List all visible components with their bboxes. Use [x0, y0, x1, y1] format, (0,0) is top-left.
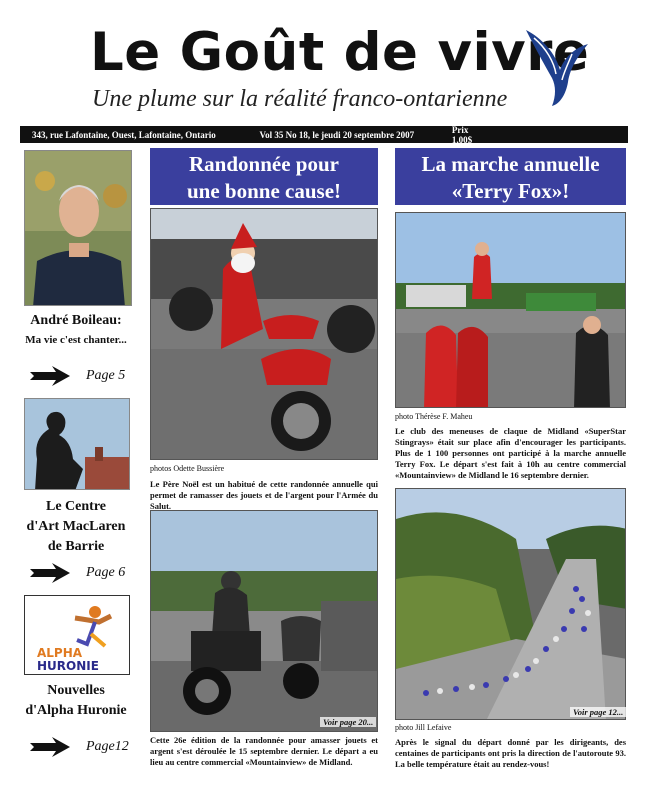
andre-boileau-photo	[24, 150, 132, 306]
arrow-right-icon	[28, 562, 72, 584]
right-headline-line2: «Terry Fox»!	[451, 179, 570, 203]
thinker-statue-photo	[24, 398, 130, 490]
sidebar-item3-page: Page12	[86, 739, 129, 754]
sidebar-item3-page-link[interactable]	[22, 734, 130, 760]
motorcyclists-photo	[150, 510, 378, 732]
right-photo2-text: Après le signal du départ donné par les dirigeants, des centaines de participants ont pris la direction de l'autoroute 93. La belle température était au rendez-vous!	[395, 737, 626, 769]
terry-fox-walk-photo	[395, 488, 626, 720]
right-photo1-text: Le club des meneuses de claque de Midland «SuperStar Stingrays» était sur place afin d'encourager les participants. Plus de 1 100 personnes ont participé à la marche annuelle Terry Fox. Le départ s'est fait à 10h au centre commercial «Mountainview» de Midland le 16 septembre dernier.	[395, 426, 626, 480]
sidebar-item1-title: André Boileau:	[30, 313, 122, 328]
issue-text: Vol 35 No 18, le jeudi 20 septembre 2007	[259, 129, 415, 140]
sidebar-item1-page: Page 5	[86, 368, 126, 383]
left-photo1-text: Le Père Noël est un habitué de cette randonnée annuelle qui permet de ramasser des jouets et de l'argent pour l'Armée du Salut.	[150, 479, 378, 511]
sidebar-item3-line1: Nouvelles	[47, 683, 105, 698]
sidebar-item1-subtitle: Ma vie c'est chanter...	[25, 334, 127, 346]
sidebar-item1-page-link[interactable]	[22, 363, 130, 389]
sidebar-item3-line2: d'Alpha Huronie	[25, 703, 127, 718]
sidebar-item2-line1: Le Centre	[46, 499, 106, 514]
issue-info-bar	[20, 126, 628, 143]
right-headline	[395, 148, 626, 205]
masthead-title: Le Goût de vivre	[90, 22, 590, 83]
left-photo1-credit: photos Odette Bussière	[150, 464, 225, 473]
right-photo2-see-page[interactable]: Voir page 12...	[570, 707, 626, 717]
left-headline	[150, 148, 378, 205]
left-photo2-see-page[interactable]: Voir page 20...	[320, 717, 376, 727]
left-headline-line2: une bonne cause!	[186, 179, 342, 203]
sidebar-item2-page-link[interactable]	[22, 560, 130, 586]
arrow-right-icon	[28, 736, 72, 758]
alpha-huronie-logo	[24, 595, 130, 675]
cheerleaders-photo	[395, 212, 626, 408]
masthead-tagline: Une plume sur la réalité franco-ontarienne	[92, 86, 508, 112]
right-headline-line1: La marche annuelle	[421, 152, 600, 176]
santa-motorcycle-photo	[150, 208, 378, 460]
price-text: Prix 1,00$	[451, 124, 473, 145]
arrow-right-icon	[28, 365, 72, 387]
left-headline-line1: Randonnée pour	[189, 152, 339, 176]
logo-alpha-text: ALPHA	[37, 646, 83, 660]
bird-logo-icon	[512, 24, 592, 108]
right-photo2-credit: photo Jill Lefaive	[395, 723, 452, 732]
sidebar-item2-line3: de Barrie	[47, 539, 105, 554]
sidebar-item2-page: Page 6	[86, 565, 126, 580]
logo-huronie-text: HURONIE	[37, 659, 99, 673]
sidebar-item2-line2: d'Art MacLaren	[26, 519, 126, 534]
address-text: 343, rue Lafontaine, Ouest, Lafontaine, Ontario	[32, 129, 216, 140]
right-photo1-credit: photo Thérèse F. Maheu	[395, 412, 473, 421]
left-photo2-text: Cette 26e édition de la randonnée pour amasser jouets et argent s'est déroulée le 15 septembre dernier. Le départ a eu lieu au centre commercial «Mountainview» de Midland.	[150, 735, 378, 767]
